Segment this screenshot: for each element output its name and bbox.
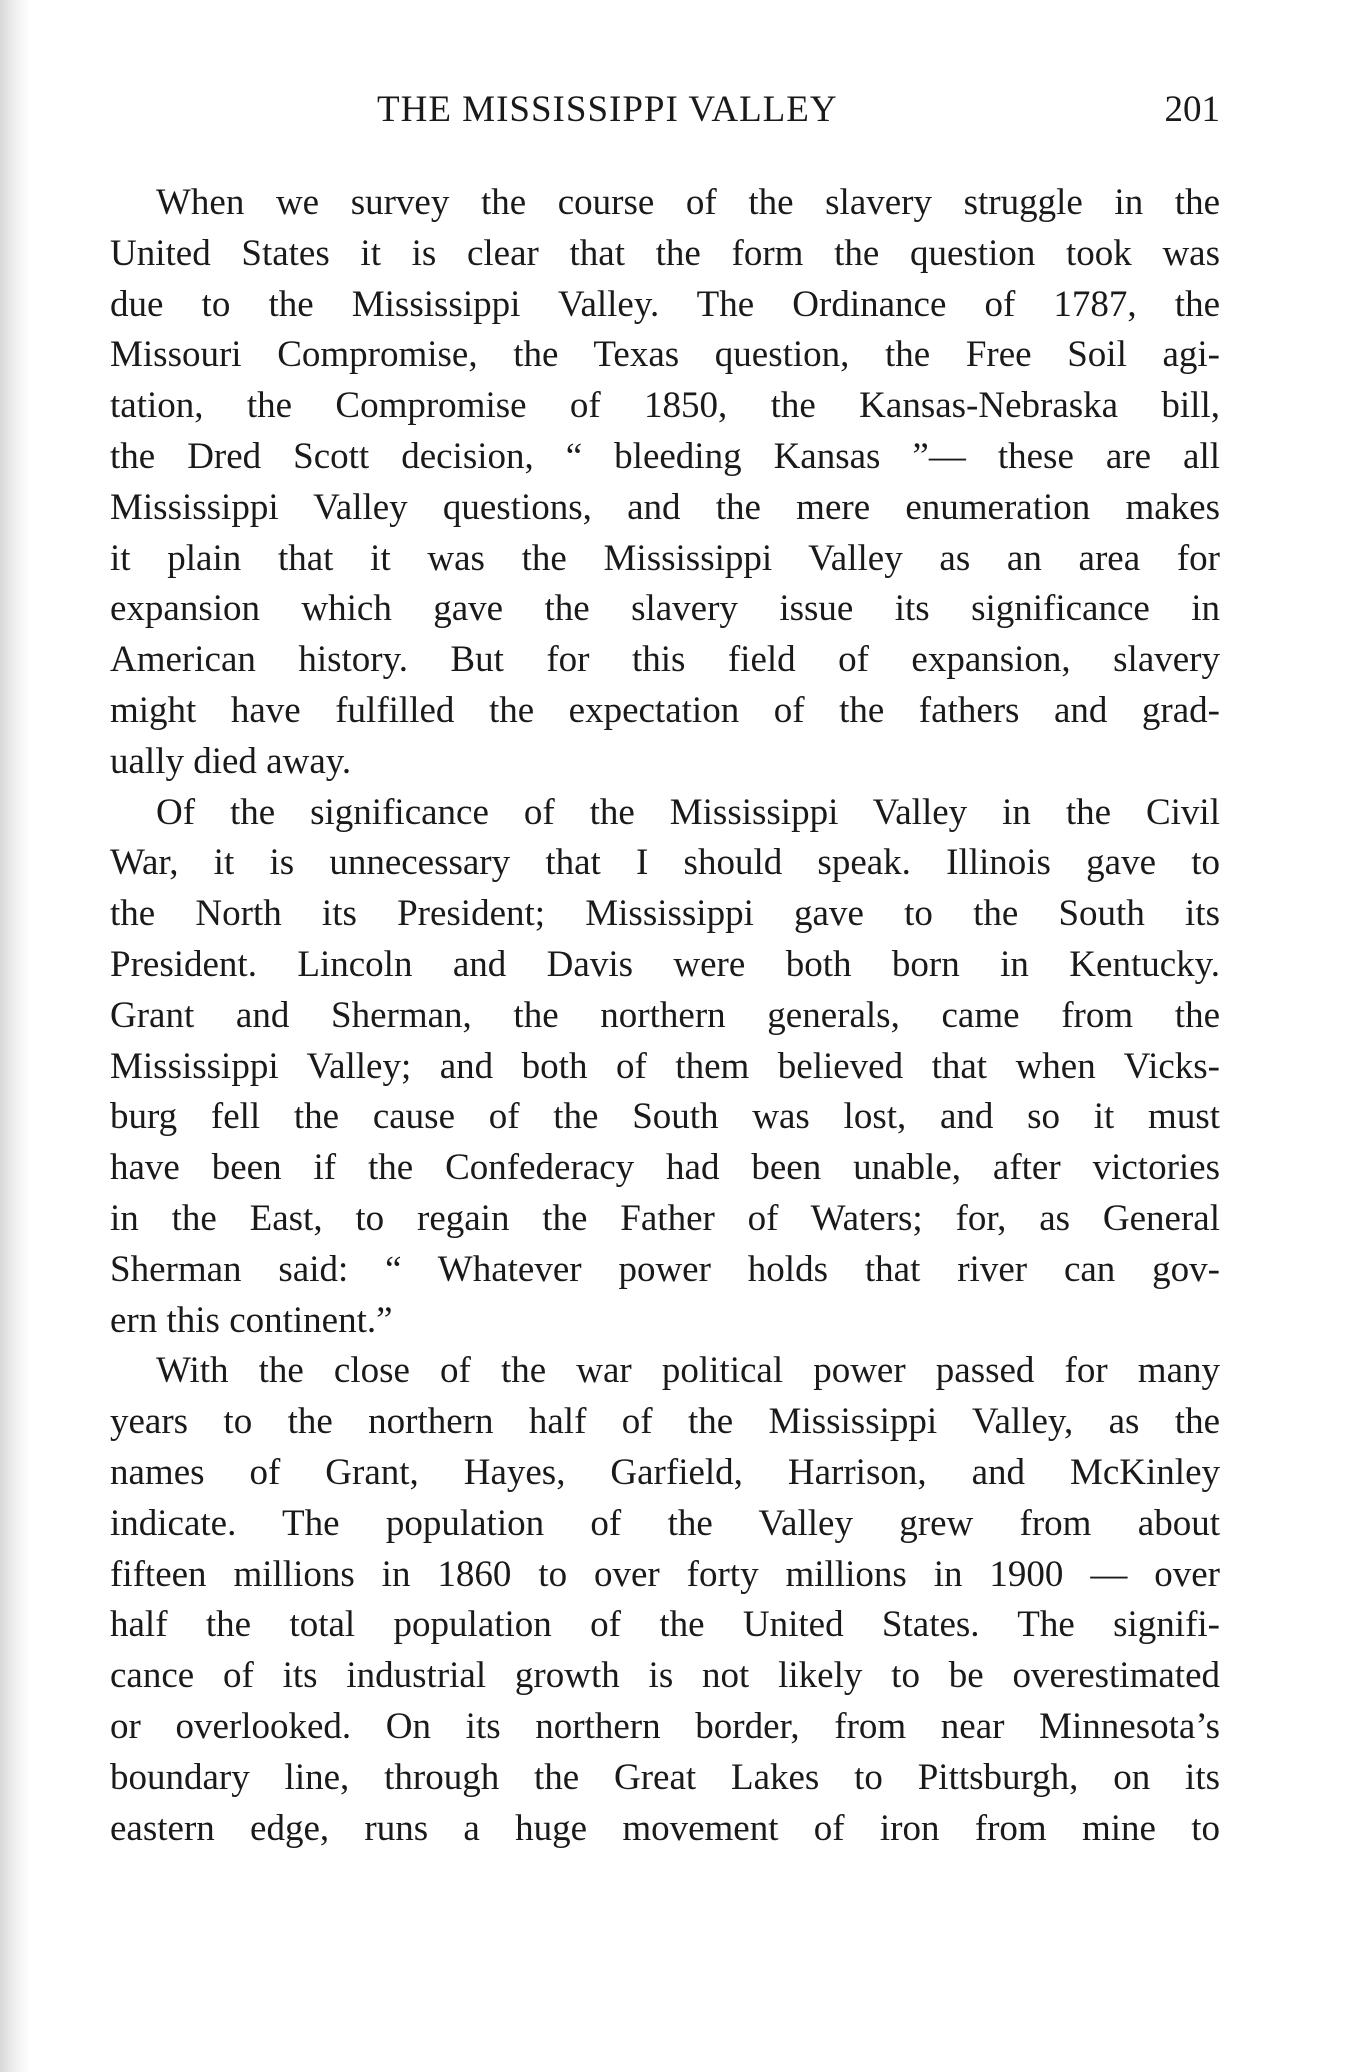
text-line: Missouri Compromise, the Texas question, the Free Soil agi- [110,334,1220,376]
text-line: indicate. The population of the Valley grew from about [110,1502,1220,1544]
text-line: ern this continent.” [110,1299,393,1341]
text-line: United States it is clear that the form the question took was [110,232,1220,274]
text-line: President. Lincoln and Davis were both born in Kentucky. [110,943,1220,985]
text-line: expansion which gave the slavery issue its significance in [110,588,1220,630]
text-line: have been if the Confederacy had been unable, after victories [110,1147,1220,1189]
text-line: years to the northern half of the Mississippi Valley, as the [110,1401,1220,1443]
text-line: War, it is unnecessary that I should speak. Illinois gave to [110,842,1220,884]
running-head [110,82,1220,138]
text-line: Of the significance of the Mississippi Valley in the Civil [156,791,1220,833]
text-line: Mississippi Valley questions, and the mere enumeration makes [110,486,1220,528]
text-line: burg fell the cause of the South was lost, and so it must [110,1096,1220,1138]
text-line: tation, the Compromise of 1850, the Kansas-Nebraska bill, [110,385,1220,427]
page-number: 201 [1164,89,1220,130]
page-edge-shadow [0,0,30,2072]
text-line: due to the Mississippi Valley. The Ordinance of 1787, the [110,283,1220,325]
text-line: might have fulfilled the expectation of the fathers and grad- [110,689,1220,731]
text-line: half the total population of the United States. The signifi- [110,1604,1220,1646]
text-line: boundary line, through the Great Lakes to Pittsburgh, on its [110,1756,1220,1798]
text-line: Grant and Sherman, the northern generals, came from the [110,994,1220,1036]
text-line: When we survey the course of the slavery struggle in the [156,182,1220,223]
text-line: eastern edge, runs a huge movement of iron from mine to [110,1807,1220,1849]
text-line: or overlooked. On its northern border, from near Minnesota’s [110,1705,1220,1747]
running-title: THE MISSISSIPPI VALLEY [377,89,838,130]
text-line: the Dred Scott decision, “ bleeding Kansas ”— these are all [110,435,1220,477]
text-line: cance of its industrial growth is not likely to be overestimated [110,1655,1220,1697]
text-line: it plain that it was the Mississippi Valley as an area for [110,537,1220,579]
text-line: ually died away. [110,740,352,782]
text-line: the North its President; Mississippi gave to the South its [110,893,1220,935]
text-line: fifteen millions in 1860 to over forty millions in 1900 — over [110,1553,1220,1595]
text-line: in the East, to regain the Father of Waters; for, as General [110,1197,1220,1239]
text-line: Sherman said: “ Whatever power holds that river can gov- [110,1248,1220,1290]
body-text [110,178,1220,1854]
text-line: names of Grant, Hayes, Garfield, Harrison, and McKinley [110,1451,1220,1493]
text-line: American history. But for this field of expansion, slavery [110,639,1220,681]
text-line: With the close of the war political power passed for many [156,1350,1220,1392]
text-line: Mississippi Valley; and both of them believed that when Vicks- [110,1045,1220,1087]
